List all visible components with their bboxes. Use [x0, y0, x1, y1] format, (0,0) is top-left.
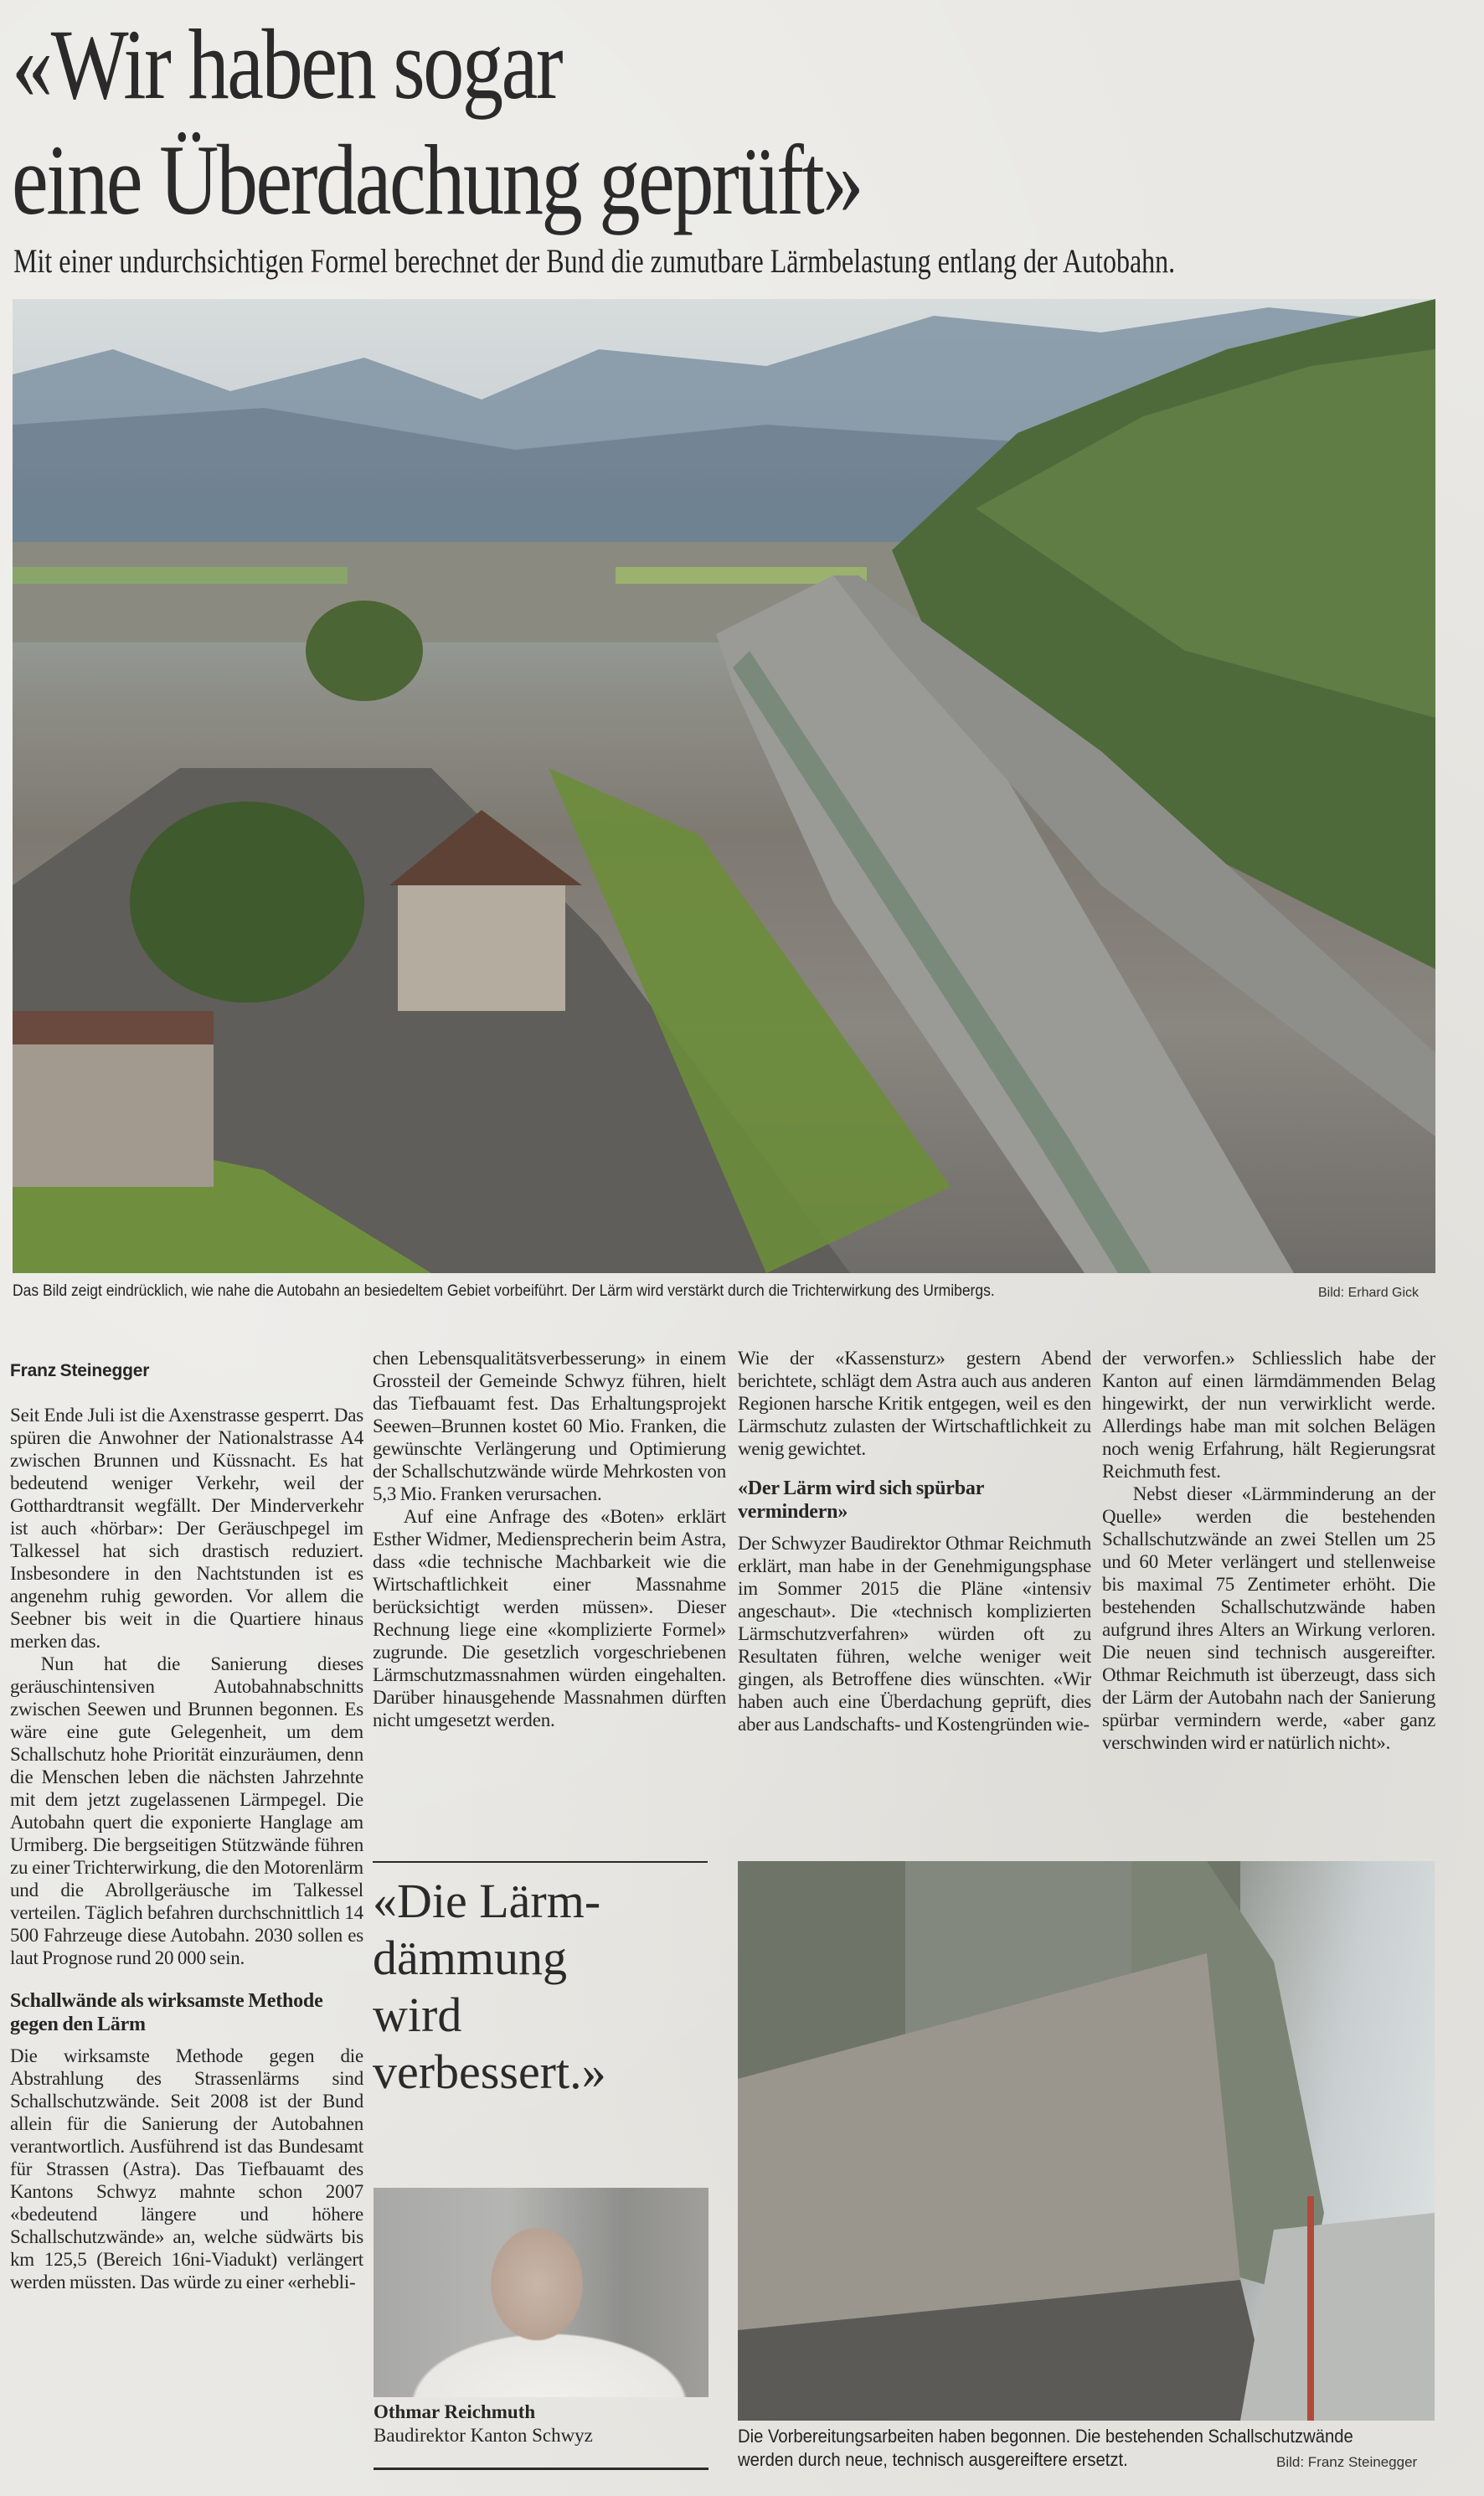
paragraph: Seit Ende Juli ist die Axenstrasse gesperrt. Das spüren die Anwohner der Nationalstrasse A4 zwischen Brunnen und Küssnacht. Es hat bedeutend weniger Verkehr, weil der Gotthardtransit wegfällt. Der Minderverkehr ist auch «hörbar»: Der Geräuschpegel im Talkessel hat sich drastisch reduziert. Insbesondere in den Nachtstunden ist es angenehm ruhig geworden. Vor allem die Seebner bis weit in die Quartiere hinaus merken das.	[10, 1405, 363, 1652]
article-column-2	[373, 1347, 726, 1731]
bottom-photo-caption-line-1: Die Vorbereitungsarbeiten haben begonnen. Die bestehenden Schallschutzwände	[738, 2426, 1353, 2447]
bottom-photo-credit: Bild: Franz Steinegger	[1276, 2454, 1418, 2470]
pull-quote-line: wird	[373, 1988, 462, 2042]
section-subheading: «Der Lärm wird sich spürbar vermindern»	[738, 1477, 984, 1523]
photo-scene	[738, 1861, 1435, 2421]
subheadline: Mit einer undurchsichtigen Formel berechnet der Bund die zumutbare Lärmbelastung entlang der Autobahn.	[13, 242, 1176, 280]
article-column-3	[738, 1347, 1091, 1735]
paragraph: Nun hat die Sanierung dieses geräuschintensiven Autobahnabschnitts zwischen Seewen und Brunnen begonnen. Es wäre eine gute Gelegenheit, um dem Schallschutz hohe Priorität einzuräumen, denn die Menschen leben die nächsten Jahrzehnte mit dem jetzt zugelassenen Lärmpegel. Die Autobahn quert die exponierte Hanglage am Urmiberg. Die bergseitigen Stützwände führen zu einer Trichterwirkung, die den Motorenlärm und die Abrollgeräusche im Talkessel verteilen. Täglich befahren durchschnittlich 14 500 Fahrzeuge diese Autobahn. 2030 sollen es laut Prognose rund 20 000 sein.	[10, 1653, 363, 1968]
headline-line-1: «Wir haben sogar	[12, 8, 562, 120]
paragraph: Der Schwyzer Baudirektor Othmar Reichmuth erklärt, man habe in der Genehmigungsphase im Sommer 2015 die Pläne «intensiv angeschaut». Die «technisch komplizierten Lärmschutzverfahren» würden oft zu Resultaten führen, welche weniger weit gingen, als Betroffene dies wünschten. «Wir haben auch eine Überdachung geprüft, dies aber aus Landschafts- und Kostengründen wie-	[738, 1533, 1091, 1735]
pull-quote-line: dämmung	[373, 1931, 567, 1985]
pull-quote-line: verbessert.»	[373, 2045, 606, 2099]
paragraph: Nebst dieser «Lärmminderung an der Quelle» werden die bestehenden Schallschutzwände an zwei Stellen um 25 und 60 Meter verlängert und stellenweise bis maximal 75 Zentimeter erhöht. Die bestehenden Schallschutzwände haben aufgrund ihres Alters an Wirkung verloren. Die neuen sind technisch ausgereifter. Othmar Reichmuth ist überzeugt, dass sich der Lärm der Autobahn nach der Sanierung spürbar vermindern werde, «aber ganz verschwinden wird er natürlich nicht».	[1102, 1483, 1435, 1753]
byline: Franz Steinegger	[10, 1361, 150, 1380]
paragraph: Wie der «Kassensturz» gestern Abend berichtete, schlägt dem Astra auch aus anderen Regionen harsche Kritik entgegen, weil es den Lärmschutz zulasten der Wirtschaftlichkeit zu wenig gewichtet.	[738, 1348, 1091, 1459]
pull-quote-line: «Die Lärm-	[373, 1874, 601, 1928]
portrait-title: Baudirektor Kanton Schwyz	[374, 2425, 593, 2446]
photo-scene	[13, 299, 1435, 1273]
bottom-photo-caption-line-2: werden durch neue, technisch ausgereiftere ersetzt.	[738, 2449, 1128, 2470]
bottom-photo-noise-barrier	[738, 1861, 1435, 2421]
section-subheading: Schallwände als wirksamste Methode gegen den Lärm	[10, 1990, 323, 2035]
portrait-photo	[374, 2188, 709, 2397]
paragraph: Auf eine Anfrage des «Boten» erklärt Esther Widmer, Mediensprecherin beim Astra, dass «die technische Machbarkeit wie die Wirtschaftlichkeit einer Massnahme berücksichtigt werden müssen». Dieser Rechnung liege eine «komplizierte Formel» zugrunde. Die gesetzlich vorgeschriebenen Lärmschutzmassnahmen würden eingehalten. Darüber hinausgehende Massnahmen dürften nicht umgesetzt werden.	[373, 1506, 726, 1730]
main-photo-autobahn	[13, 299, 1435, 1273]
headline	[12, 7, 862, 238]
article-column-4	[1102, 1347, 1435, 1754]
paragraph: der verworfen.» Schliesslich habe der Kanton auf einen lärmdämmenden Belag hingewirkt, der nun verwirklicht werde. Allerdings habe man mit solchen Belägen noch wenig Erfahrung, hält Regierungsrat Reichmuth fest.	[1102, 1348, 1435, 1482]
main-photo-caption: Das Bild zeigt eindrücklich, wie nahe die Autobahn an besiedeltem Gebiet vorbeiführt. Der Lärm wird verstärkt durch die Trichterwirkung des Urmibergs.	[13, 1282, 995, 1300]
paragraph: chen Lebensqualitätsverbesserung» in einem Grossteil der Gemeinde Schwyz führen, hielt das Tiefbauamt fest. Das Erhaltungsprojekt Seewen–Brunnen kostet 60 Mio. Franken, die gewünschte Verlängerung und Optimierung der Schallschutzwände würde Mehrkosten von 5,3 Mio. Franken verursachen.	[373, 1348, 726, 1504]
divider	[373, 1861, 708, 1863]
main-photo-credit: Bild: Erhard Gick	[1318, 1286, 1420, 1300]
divider	[374, 2468, 709, 2470]
headline-line-2: eine Überdachung geprüft»	[12, 124, 862, 235]
paragraph: Die wirksamste Methode gegen die Abstrahlung des Strassenlärms sind Schallschutzwände. Seit 2008 ist der Bund allein für die Sanierung der Autobahnen verantwortlich. Ausführend ist das Bundesamt für Strassen (Astra). Das Tiefbauamt des Kantons Schwyz mahnte schon 2007 «bedeutend längere und höhere Schallschutzwände» an, welche südwärts bis km 125,5 (Bereich 16ni-Viadukt) verlängert werden müssten. Das würde zu einer «erhebli-	[10, 2045, 363, 2292]
article-column-1	[10, 1360, 363, 2293]
portrait-name: Othmar Reichmuth	[374, 2401, 536, 2422]
pull-quote	[373, 1873, 716, 2101]
